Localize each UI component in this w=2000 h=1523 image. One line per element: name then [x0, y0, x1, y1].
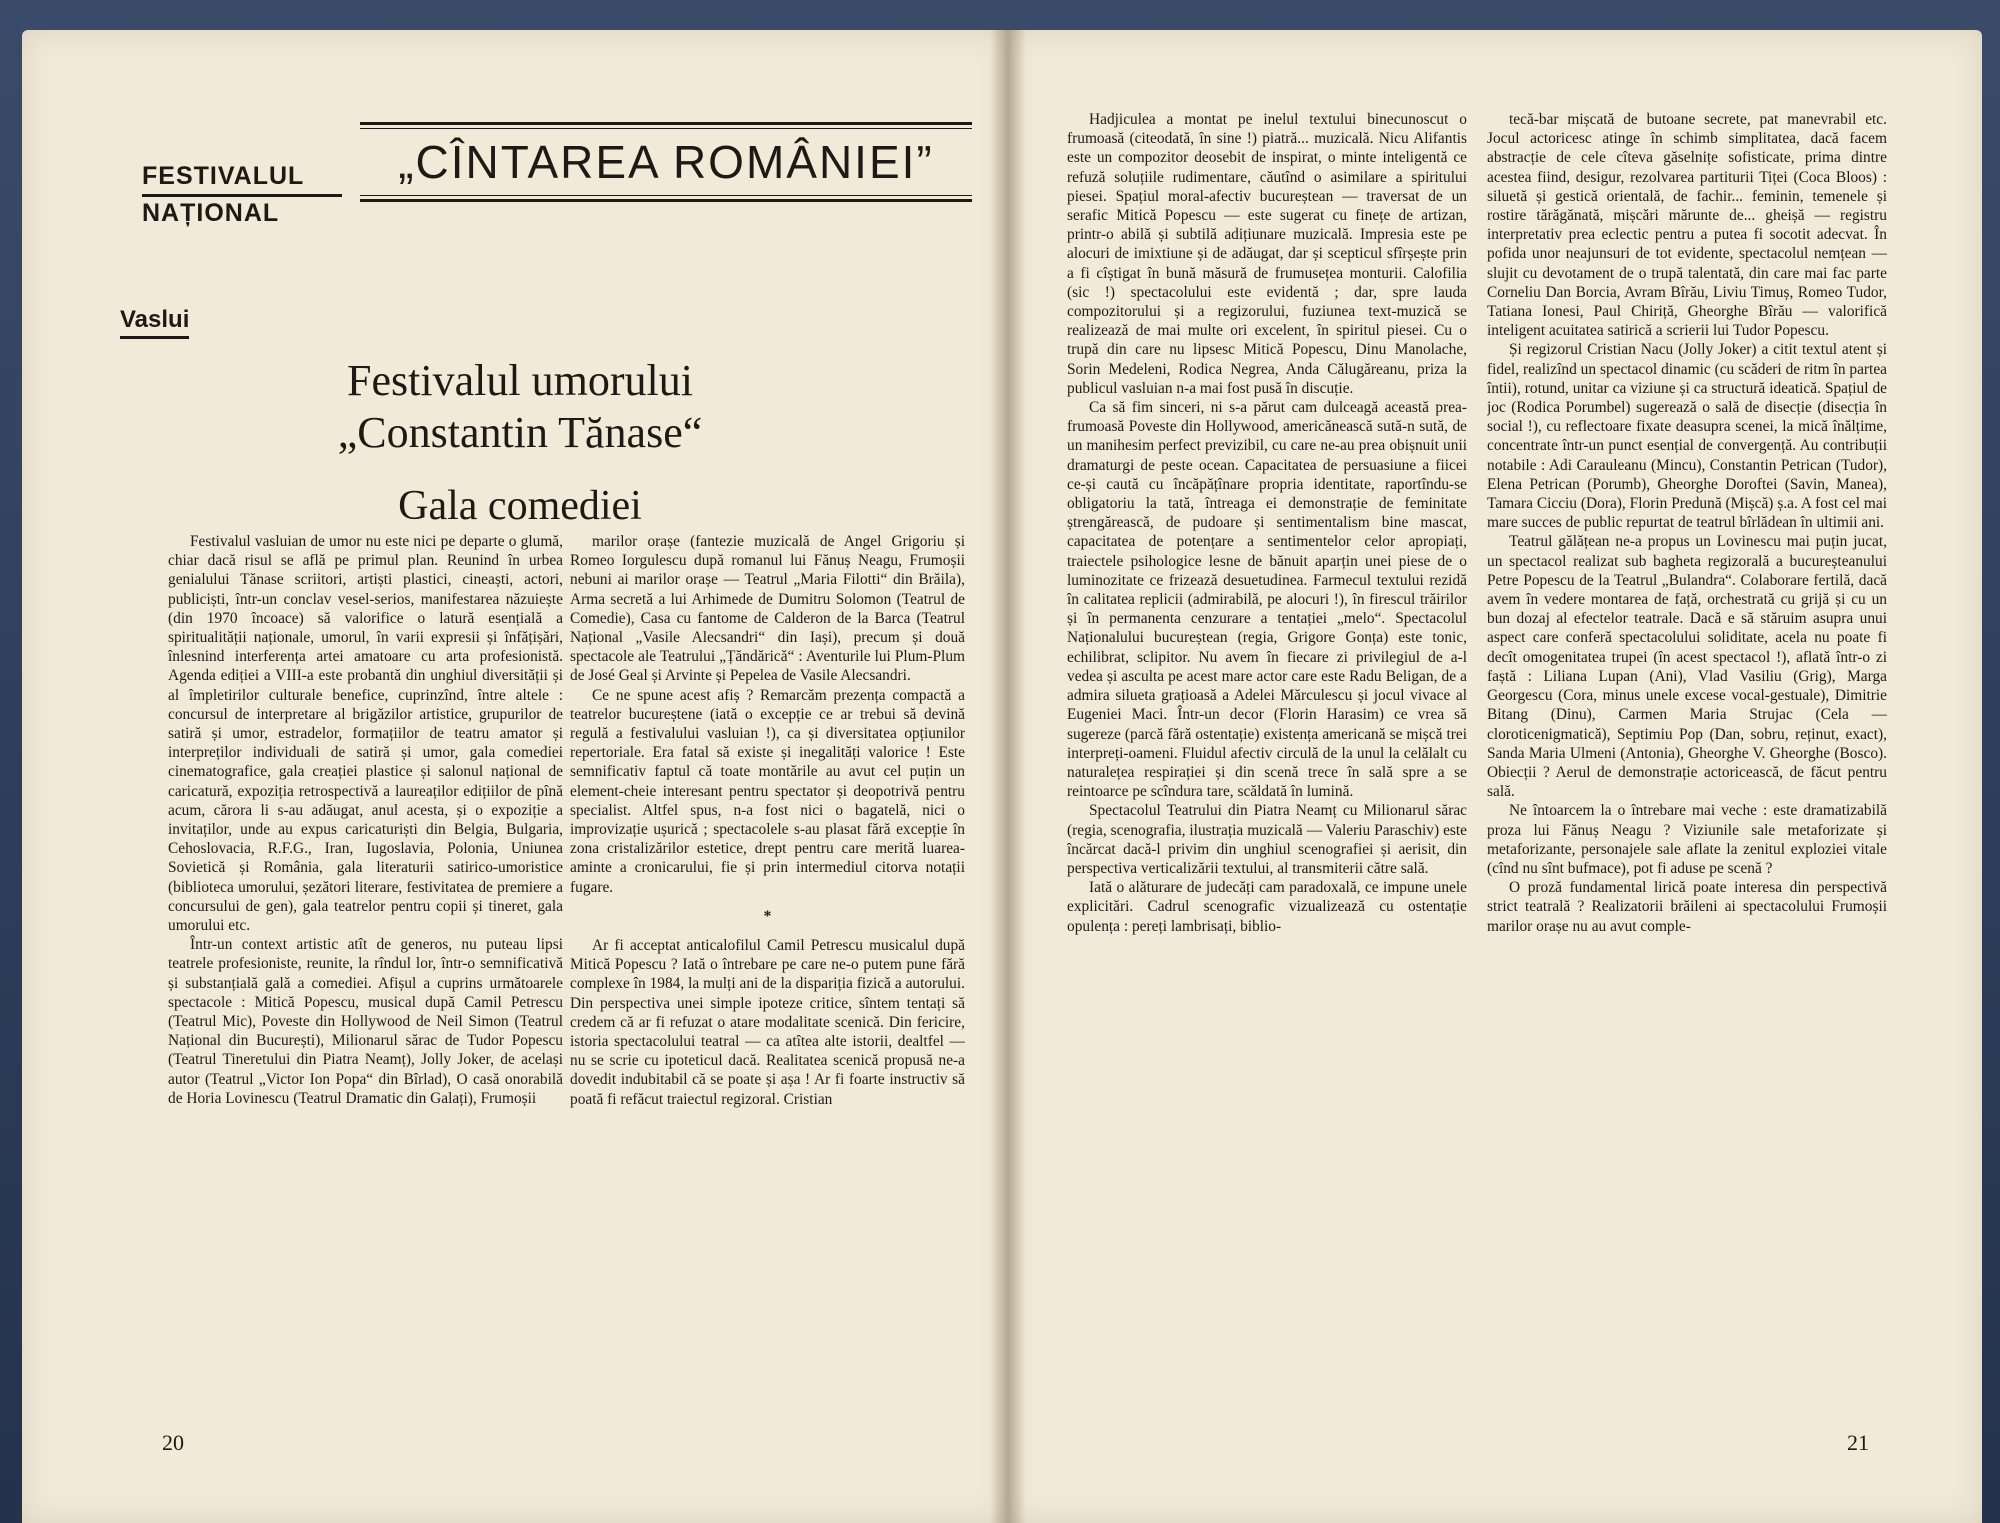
section-separator: * — [763, 907, 772, 925]
article-title-line2: „Constantin Tănase“ — [337, 408, 703, 457]
column-1 — [168, 532, 563, 1402]
paragraph: Teatrul gălățean ne-a propus un Lovinescu mai puțin jucat, un spectacol realizat sub bagheta regizorală a bucureșteanului Petre Popescu de la Teatrul „Bulandra“. Colaborare fertilă, dacă avem în vedere montarea de față, orchestrată cu grijă și cu un bun dozaj al efectelor teatrale. Dacă e să stăruim asupra unui aspect care conferă spectacolului soliditate, acela nu poate fi decît omogenitatea trupei (în acest spectacol !), aflată într-o zi faștă : Liliana Lupan (Ani), Vlad Vasiliu (Grig), Marga Georgescu (Cora, minus unele excese vocal-gestuale), Dimitrie Bitang (Dinu), Carmen Maria Strujac (Cela — cloroticenigmatică), Septimiu Pop (Dan, sobru, reținut, exact), Sanda Maria Ulmeni (Antonia), Gheorghe V. Gheorghe (Bosco). Obiecții ? Aerul de demonstrație actoricească, de făcut pentru sală. — [1487, 533, 1887, 801]
festival-label-line2: NAȚIONAL — [142, 199, 280, 227]
column-4 — [1487, 110, 1887, 1410]
paragraph: Ce ne spune acest afiș ? Remarcăm prezența compactă a teatrelor bucureștene (iată o excepție ce ar trebui să devină regulă a festivalului vasluian !), ca și diversitatea opțiunilor repertoriale. Era fatal să existe și inegalități valorice ! Este semnificativ faptul că toate montările au avut cel puțin un element-cheie interesant pentru spectator și deopotrivă pentru specialist. Altfel spus, n-a fost nici o bagatelă, nici o improvizație ușurică ; spectacolele s-au plasat fără excepție în zona cristalizărilor estetice, drept pentru care merită luarea-aminte a cronicarului, fie și prin intermediul citorva notații fugare. — [570, 686, 965, 896]
header-rule-bottom-thin — [360, 195, 972, 196]
paragraph: Ar fi acceptat anticalofilul Camil Petrescu musicalul după Mitică Popescu ? Iată o întrebare pe care ne-o putem pune fără complexe în 1984, la mulți ani de la dispariția fizică a autorului. Din perspectiva unei simple ipoteze critice, sîntem tentați să credem că ar fi refuzat o atare modalitate scenică. Din fericire, istoria spectacolului teatral — ca atîtea alte istorii, dealtfel — nu se scrie cu ipoteticul dacă. Realitatea scenică propusă ne-a dovedit indubitabil că se poate și așa ! Ar fi foarte instructiv să poată fi refăcut traiectul regizoral. Cristian — [570, 937, 965, 1108]
paragraph: Festivalul vasluian de umor nu este nici pe departe o glumă, chiar dacă risul se află pe primul plan. Reunind în urbea genialului Tănase scriitori, artiști plastici, cineaști, actori, publiciști, într-un conclav vesel-serios, manifestarea năzuiește (din 1970 încoace) să valorifice o latură esențială a spiritualității naționale, umorul, în varii expresii și înfățișări, înlesnind interferența artei amatoare cu arta profesionistă. Agenda ediției a VIII-a este probantă din unghiul diversității și al împletirilor culturale benefice, cuprinzînd, între altele : concursul de interpretare al brigăzilor artistice, grupurilor de satiră și umor, estradelor, formațiilor de teatru amator și interpreților individuali de satiră și umor, gala comediei cinematografice, gala creației plastice și salonul național de caricatură, expoziția retrospectivă a laureaților edițiilor de pînă acum, cărora li s-au adăugat, anul acesta, și o expoziție a invitaților, unde au expus caricaturiști din Belgia, Bulgaria, Cehoslovacia, R.F.G., Iran, Iugoslavia, Polonia, Uniunea Sovietică și România, gala literaturii satirico-umoristice (biblioteca umorului, șezători literare, festivitatea de premiere a concursului de gen), gala teatrelor pentru copii și tineret, gala umorului etc. — [168, 533, 563, 935]
left-page — [22, 30, 1007, 1523]
article-title-line1: Festivalul umorului — [347, 356, 693, 405]
page-number-left: 20 — [162, 1430, 184, 1455]
paragraph: Spectacolul Teatrului din Piatra Neamț cu Milionarul sărac (regia, scenografia, ilustrația muzicală — Valeriu Paraschiv) este încărcat dacă-l privim din unghiul scenografiei și aerisit, din perspectiva verticalizării textului, al transmiterii către sală. — [1067, 802, 1467, 877]
festival-label — [142, 160, 342, 229]
paragraph: Iată o alăturare de judecăți cam paradoxală, ce impune unele explicitări. Cadrul scenografic vizualizează cu ostentație opulența : pereți lambrisați, biblio- — [1067, 879, 1467, 935]
article-title — [290, 355, 750, 459]
paragraph: Într-un context artistic atît de generos, nu puteau lipsi teatrele profesioniste, reunite, la rîndul lor, într-o semnificativă și substanțială gală a comediei. Afișul a cuprins următoarele spectacole : Mitică Popescu, musical după Camil Petrescu (Teatrul Mic), Poveste din Hollywood de Neil Simon (Teatrul Național din București), Milionarul sărac de Tudor Popescu (Teatrul Tineretului din Piatra Neamț), Jolly Joker, de același autor (Teatrul „Victor Ion Popa“ din Bîrlad), O casă onorabilă de Horia Lovinescu (Teatrul Dramatic din Galați), Frumoșii — [168, 936, 563, 1107]
paragraph: tecă-bar mișcată de butoane secrete, pat manevrabil etc. Jocul actoricesc atinge în schimb simplitatea, dacă facem abstracție de cele cîteva găselnițe sofisticate, prima dintre acestea fiind, desigur, rezolvarea partiturii Tiței (Coca Bloos) : siluetă și gestică orientală, de fachir... feminin, temenele și rostire tărăgănată, mișcări mărunte de... gheișă — registru interpretativ prea eclectic pentru a putea fi socotit adecvat. În pofida unor neajunsuri de tot evidente, spectacolul nemțean — slujit cu devotament de o trupă talentată, din care mai fac parte Corneliu Dan Borcia, Avram Bîrău, Liviu Timuș, Romeo Tudor, Tatiana Ionesi, Paul Chiriță, Gheorghe Bîrău — valorifică inteligent acuitatea satirică a scrierii lui Tudor Popescu. — [1487, 111, 1887, 340]
header-rule-top-thin — [360, 128, 972, 129]
column-3 — [1067, 110, 1467, 1410]
header-rule-bottom — [360, 199, 972, 202]
header-title: „CÎNTAREA ROMÂNIEI” — [398, 136, 934, 188]
paragraph: Și regizorul Cristian Nacu (Jolly Joker) a citit textul atent și fidel, realizînd un spectacol dinamic (cu scăderi de ritm în partea întii), rotund, unitar ca viziune și ca structură ideatică. Spațiul de joc (Rodica Porumbel) sugerează o sală de disecție (disecția în social !), cu reflectoare fixate deasupra scenei, la mică înălțime, concentrate într-un punct esențial de convergență. Au contribuții notabile : Adi Carauleanu (Mincu), Constantin Petrican (Tudor), Elena Petrican (Porumb), Gheorghe Doroftei (Savin, Manea), Tamara Cicciu (Dora), Florin Predună (Mișcă) ș.a. A fost cel mai mare succes de public repurtat de teatrul bîrlădean în ultimii ani. — [1487, 341, 1887, 532]
article-subtitle: Gala comediei — [398, 483, 642, 529]
header-rule-top — [360, 122, 972, 125]
paragraph: O proză fundamental lirică poate interesa din perspectivă strict teatrală ? Realizatorii brăileni ai spectacolului Frumoșii marilor orașe nu au avut comple- — [1487, 879, 1887, 935]
festival-label-line1: FESTIVALUL — [142, 160, 342, 197]
section-tag: Vaslui — [120, 306, 189, 339]
column-2 — [570, 532, 965, 1402]
paragraph: Ne întoarcem la o întrebare mai veche : este dramatizabilă proza lui Fănuș Neagu ? Viziunile sale metaforizate și metaforizante, personajele sale aflate la zenitul exploziei vitale (cînd nu sînt bufmace), pot fi aduse pe scenă ? — [1487, 802, 1887, 877]
page-number-right: 21 — [1847, 1430, 1869, 1455]
paragraph: Ca să fim sinceri, ni s-a părut cam dulceagă această prea-frumoasă Poveste din Hollywood, americănească sută-n sută, de un manihesim perfect previzibil, cu care ne-au prea obișnuit unii dramaturgi de peste ocean. Capacitatea de persuasiune a fiicei ce-și caută cu încăpățînare propria identitate, raportîndu-se obligatoriu la tată, întreaga ei demonstrație de feminitate ștrengărească, de pudoare și sentimentalism bine mascat, capacitatea de potențare a sentimentelor celor apropiați, traiectele psihologice lesne de bănuit aparțin unei piese de o luminozitate ce frizează desuetudinea. Farmecul textului rezidă în calitatea replicii (admirabilă, pe alocuri !), în firescul trăirilor și în permanenta cenzurare a tentației „melo“. Spectacolul Naționalului bucureștean (regia, Grigore Gonța) este tonic, echilibrat, sclipitor. Nu avem în fiecare zi privilegiul de a-l vedea și asculta pe acest mare actor care este Radu Beligan, de a admira silueta grațioasă a Adelei Mărculescu și jocul vivace al Eugeniei Maci. Într-un decor (Florin Harasim) ce vrea să sugereze (parcă fără ostentație) existența americană se mișcă trei interpreți-oameni. Fluidul afectiv circulă de la unul la celălalt cu naturalețea respirației și din scenă trece în sală spre a se reintoarce pe scîndura tare, scăldată în lumină. — [1067, 399, 1467, 801]
paragraph: Hadjiculea a montat pe inelul textului binecunoscut o frumoasă (citeodată, în sine !) piatră... muzicală. Nicu Alifantis este un compozitor deosebit de inspirat, o minte inteligentă ce refuză soluțiile rudimentare, căutînd o asimilare a spiritului piesei. Spațiul moral-afectiv bucureștean — traversat de un serafic Mitică Popescu — este sugerat cu finețe de artizan, printr-o abilă și subtilă adițiunare muzicală. Impresia este pe alocuri de imixtiune și de adăugat, dar și scepticul sfîrșește prin a fi cîștigat în bună măsură de frumusețea monturii. Calofilia (sic !) spectacolului este evidentă ; dar, spre lauda compozitorului și a regizorului, fuziunea text-muzică se realizează de mai multe ori excelent, în spiritul piesei. Cu o trupă din care nu lipsesc Mitică Popescu, Dinu Manolache, Sorin Medeleni, Rodica Negrea, Anda Călugăreanu, priza la publicul vasluian n-a mai fost pusă în discuție. — [1067, 111, 1467, 397]
right-page — [1007, 30, 1982, 1523]
book-gutter — [990, 30, 1026, 1523]
paragraph: marilor orașe (fantezie muzicală de Angel Grigoriu și Romeo Iorgulescu după romanul lui Fănuș Neagu, Frumoșii nebuni ai marilor orașe — Teatrul „Maria Filotti“ din Brăila), Arma secretă a lui Arhimede de Dumitru Solomon (Teatrul de Comedie), Casa cu fantome de Calderon de la Barca (Teatrul Național „Vasile Alecsandri“ din Iași), precum și două spectacole ale Teatrului „Țăndărică“ : Aventurile lui Plum-Plum de José Geal și Arvinte și Pepelea de Vasile Alecsandri. — [570, 533, 965, 685]
